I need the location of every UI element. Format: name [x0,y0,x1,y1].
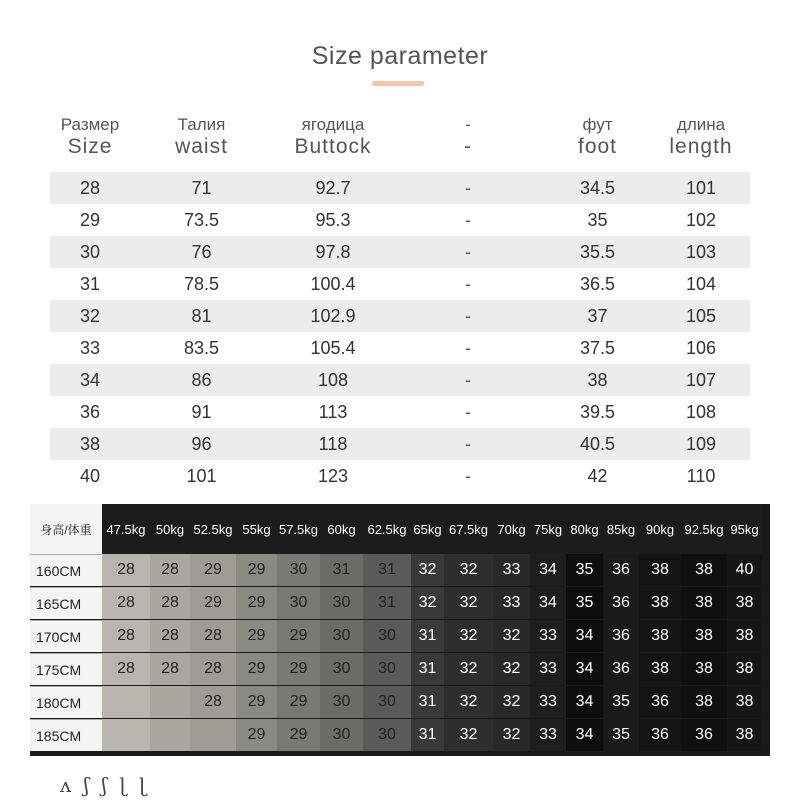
grid-cell: 36 [639,686,681,718]
grid-cell: 30 [363,719,411,751]
grid-cell: 32 [493,653,530,685]
cell-size: 31 [79,273,101,294]
grid-cell: 31 [363,554,411,586]
grid-cell: 30 [363,686,411,718]
cell-waist: 71 [191,177,212,198]
cell-foot: 40.5 [579,433,616,454]
table-row [50,236,750,268]
grid-cell: 34 [530,587,566,619]
grid-cell: 28 [150,653,190,685]
grid-cell: 33 [493,554,530,586]
grid-cell: 38 [639,620,681,652]
header-waist-en: waist [175,135,228,158]
header-waist-ru: Талия [177,115,226,134]
header-size-ru: Размер [60,115,120,134]
grid-cell: 34 [566,620,603,652]
grid-cell: 28 [190,620,236,652]
grid-cell: 28 [102,587,150,619]
page-title: Size parameter [311,42,489,70]
grid-cell: 32 [493,686,530,718]
grid-header [30,504,770,554]
footer-scribble: ʌ ʃ ʃ ɭ ɭ [60,773,150,797]
cell-buttock: 95.3 [315,209,351,230]
size-table-header [50,114,750,164]
cell-buttock: 100.4 [310,273,356,294]
grid-cell: 38 [727,686,762,718]
cell-length: 109 [685,433,717,454]
grid-weight-header: 75kg [530,504,566,554]
grid-cell: 38 [681,686,727,718]
size-table-body [50,172,750,492]
grid-cell: 29 [236,719,277,751]
grid-weight-header: 85kg [603,504,639,554]
grid-cell: 34 [566,719,603,751]
grid-cell: 30 [320,719,363,751]
grid-cell: 32 [493,719,530,751]
grid-cell: 32 [444,719,493,751]
grid-cell: 33 [493,587,530,619]
title-underline [372,81,424,86]
grid-cell: 32 [444,587,493,619]
grid-cell [150,719,190,751]
header-buttock-en: Buttock [294,135,372,158]
grid-cell: 34 [566,686,603,718]
cell-buttock: 102.9 [310,305,356,326]
grid-cell: 29 [236,653,277,685]
grid-cell: 32 [493,620,530,652]
cell-waist: 76 [191,241,212,262]
grid-cell [102,719,150,751]
cell-waist: 83.5 [183,337,220,358]
header-length-ru: длина [676,115,726,134]
grid-row [30,719,770,751]
grid-cell: 38 [727,653,762,685]
grid-height-label: 160CM [30,554,102,586]
cell-length: 102 [685,209,717,230]
grid-cell: 35 [566,587,603,619]
grid-weight-header: 70kg [493,504,530,554]
grid-cell: 38 [681,653,727,685]
grid-cell: 36 [603,554,639,586]
grid-cell: 31 [411,686,444,718]
grid-cell: 36 [603,653,639,685]
grid-cell: 29 [190,554,236,586]
cell-buttock: 113 [318,401,348,422]
grid-cell: 29 [277,719,320,751]
cell-size: 36 [79,401,101,422]
header-size [50,114,130,164]
header-foot [543,114,652,164]
header-dash [393,114,543,164]
cell-size: 29 [79,209,101,230]
grid-cell: 32 [444,620,493,652]
cell-dash: - [465,209,471,230]
cell-buttock: 123 [317,465,349,486]
cell-foot: 38 [587,369,608,390]
grid-cell: 29 [236,554,277,586]
table-row [50,364,750,396]
grid-cell: 38 [727,719,762,751]
grid-cell: 29 [236,686,277,718]
grid-cell: 31 [363,587,411,619]
cell-buttock: 92.7 [315,177,351,198]
table-row [50,460,750,492]
grid-cell: 32 [411,587,444,619]
grid-cell: 28 [150,587,190,619]
grid-cell: 29 [277,686,320,718]
grid-weight-header: 62.5kg [363,504,411,554]
grid-cell: 30 [320,620,363,652]
grid-weight-header: 65kg [411,504,444,554]
grid-cell: 35 [566,554,603,586]
cell-dash: - [465,177,471,198]
grid-cell: 35 [603,719,639,751]
grid-weight-header: 95kg [727,504,762,554]
grid-row [30,686,770,718]
cell-waist: 73.5 [183,209,220,230]
cell-length: 107 [685,369,717,390]
grid-cell: 28 [150,620,190,652]
grid-cell: 29 [190,587,236,619]
grid-cell: 32 [444,653,493,685]
cell-dash: - [465,337,471,358]
cell-waist: 96 [191,433,212,454]
grid-cell: 29 [236,620,277,652]
grid-height-label: 165CM [30,587,102,619]
grid-row [30,653,770,685]
grid-cell: 30 [320,686,363,718]
grid-cell: 38 [681,620,727,652]
cell-dash: - [465,401,471,422]
grid-cell: 38 [727,620,762,652]
cell-size: 28 [79,177,101,198]
cell-foot: 34.5 [579,177,616,198]
table-row [50,204,750,236]
grid-weight-header: 92.5kg [681,504,727,554]
grid-height-label: 175CM [30,653,102,685]
grid-weight-header: 55kg [236,504,277,554]
grid-cell: 33 [530,620,566,652]
grid-cell: 28 [102,620,150,652]
grid-weight-header: 60kg [320,504,363,554]
cell-foot: 42 [587,465,608,486]
grid-cell [102,686,150,718]
grid-cell: 33 [530,719,566,751]
grid-cell: 33 [530,686,566,718]
grid-cell: 38 [681,554,727,586]
cell-dash: - [465,241,471,262]
table-row [50,172,750,204]
cell-dash: - [465,433,471,454]
grid-cell: 36 [603,620,639,652]
cell-length: 108 [685,401,717,422]
grid-cell: 30 [320,587,363,619]
grid-cell: 32 [444,686,493,718]
header-length [652,114,750,164]
grid-height-label: 180CM [30,686,102,718]
grid-weight-header: 47.5kg [102,504,150,554]
cell-foot: 35.5 [579,241,616,262]
header-waist [130,114,273,164]
table-row [50,396,750,428]
header-foot-en: foot [577,135,618,158]
grid-cell: 28 [190,686,236,718]
grid-cell: 28 [102,653,150,685]
cell-waist: 81 [191,305,212,326]
grid-cell: 32 [444,554,493,586]
grid-row [30,554,770,586]
grid-cell: 32 [411,554,444,586]
grid-corner-label: 身高/体重 [30,504,102,554]
grid-cell: 34 [530,554,566,586]
cell-foot: 39.5 [579,401,616,422]
grid-cell: 28 [190,653,236,685]
grid-cell: 29 [236,587,277,619]
cell-length: 110 [686,465,716,486]
cell-dash: - [465,465,471,486]
header-dash-en: - [464,135,472,158]
cell-size: 30 [79,241,101,262]
grid-weight-header: 67.5kg [444,504,493,554]
grid-cell: 38 [639,653,681,685]
grid-cell: 30 [320,653,363,685]
grid-height-label: 170CM [30,620,102,652]
grid-cell: 29 [277,653,320,685]
cell-size: 32 [79,305,101,326]
grid-weight-header: 80kg [566,504,603,554]
grid-cell: 35 [603,686,639,718]
header-size-en: Size [67,135,113,158]
table-row [50,428,750,460]
cell-waist: 91 [191,401,212,422]
grid-cell: 33 [530,653,566,685]
cell-waist: 101 [186,465,217,486]
grid-cell: 30 [363,653,411,685]
grid-cell: 31 [411,719,444,751]
grid-cell: 38 [681,587,727,619]
grid-cell: 38 [639,587,681,619]
cell-waist: 78.5 [183,273,220,294]
cell-length: 103 [685,241,717,262]
cell-buttock: 118 [318,433,348,454]
grid-cell: 31 [411,653,444,685]
cell-size: 34 [79,369,101,390]
header-foot-ru: фут [582,115,613,134]
grid-cell: 36 [681,719,727,751]
grid-cell: 30 [363,620,411,652]
cell-waist: 86 [191,369,212,390]
grid-cell: 40 [727,554,762,586]
grid-cell: 34 [566,653,603,685]
cell-foot: 36.5 [579,273,616,294]
grid-cell: 30 [277,554,320,586]
cell-size: 40 [79,465,101,486]
table-row [50,300,750,332]
cell-dash: - [465,369,471,390]
grid-row [30,587,770,619]
cell-size: 33 [79,337,101,358]
grid-height-label: 185CM [30,719,102,751]
grid-cell [150,686,190,718]
header-buttock-ru: ягодица [301,115,365,134]
header-dash-ru: - [465,115,471,134]
grid-cell: 36 [603,587,639,619]
grid-cell: 38 [639,554,681,586]
cell-length: 101 [685,177,717,198]
grid-cell: 38 [727,587,762,619]
cell-length: 104 [685,273,717,294]
table-row [50,332,750,364]
grid-cell: 28 [150,554,190,586]
grid-row [30,620,770,652]
cell-buttock: 108 [317,369,349,390]
cell-foot: 37.5 [579,337,616,358]
cell-size: 38 [79,433,101,454]
cell-dash: - [465,273,471,294]
header-length-en: length [669,135,733,158]
cell-length: 106 [685,337,717,358]
grid-cell: 31 [320,554,363,586]
height-weight-grid [30,504,770,756]
grid-cell [190,719,236,751]
cell-dash: - [465,305,471,326]
cell-foot: 37 [587,305,608,326]
cell-buttock: 105.4 [310,337,356,358]
grid-cell: 29 [277,620,320,652]
grid-cell: 30 [277,587,320,619]
grid-weight-header: 90kg [639,504,681,554]
grid-cell: 36 [639,719,681,751]
table-row [50,268,750,300]
cell-buttock: 97.8 [315,241,351,262]
grid-cell: 31 [411,620,444,652]
grid-weight-header: 57.5kg [277,504,320,554]
grid-weight-header: 50kg [150,504,190,554]
header-buttock [273,114,393,164]
grid-cell: 28 [102,554,150,586]
cell-length: 105 [685,305,717,326]
cell-foot: 35 [587,209,608,230]
grid-weight-header: 52.5kg [190,504,236,554]
